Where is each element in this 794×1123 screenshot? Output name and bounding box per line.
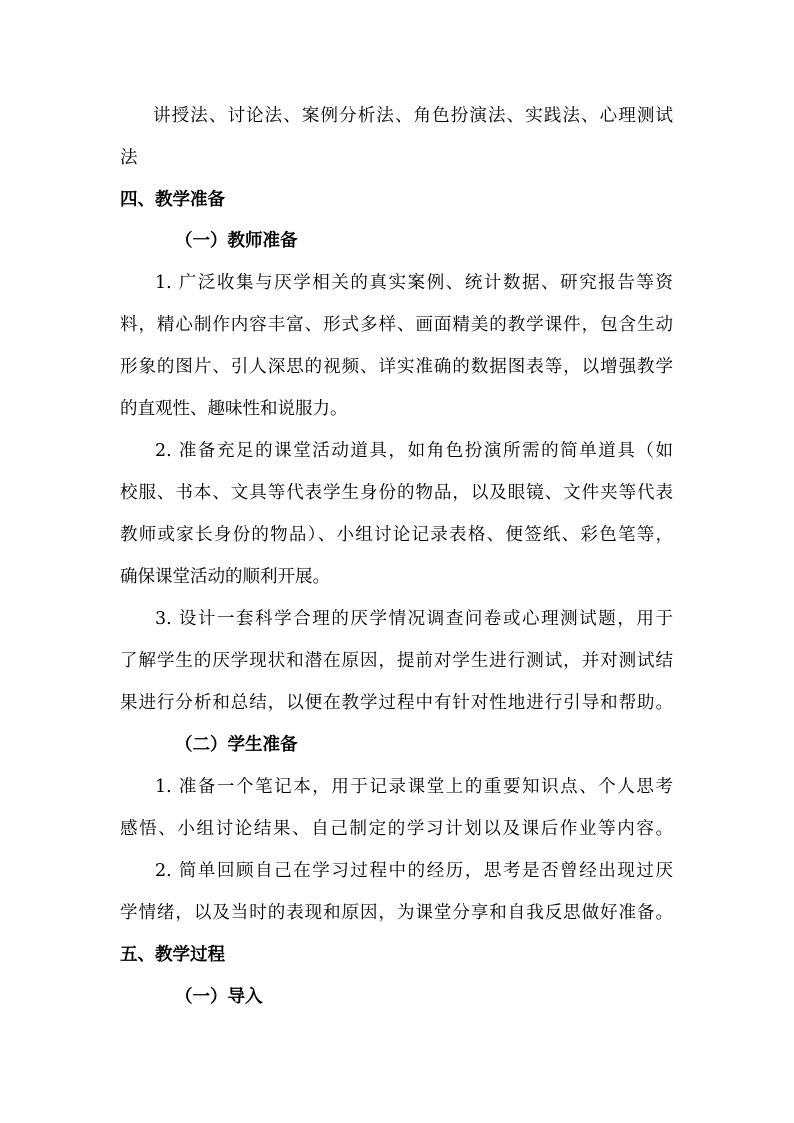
subsection-heading-teacher-preparation: （一）教师准备	[175, 231, 298, 251]
teacher-item-1-line-2: 料，精心制作内容丰富、形式多样、画面精美的教学课件，包含生动	[120, 315, 673, 335]
teacher-item-2-line-3: 教师或家长身份的物品）、小组讨论记录表格、便签纸、彩色笔等，	[120, 525, 673, 545]
teacher-item-3-line-2: 了解学生的厌学现状和潜在原因，提前对学生进行测试，并对测试结	[120, 651, 673, 671]
subsection-heading-student-preparation: （二）学生准备	[175, 735, 298, 755]
teacher-item-1-line-1: 1. 广泛收集与厌学相关的真实案例、统计数据、研究报告等资	[155, 273, 673, 293]
teacher-item-3-line-3: 果进行分析和总结，以便在教学过程中有针对性地进行引导和帮助。	[120, 693, 673, 713]
student-item-2-line-1: 2. 简单回顾自己在学习过程中的经历，思考是否曾经出现过厌	[155, 861, 673, 881]
section-heading-teaching-process: 五、教学过程	[120, 945, 225, 965]
subsection-heading-introduction: （一）导入	[175, 987, 263, 1007]
teacher-item-2-line-1: 2. 准备充足的课堂活动道具，如角色扮演所需的简单道具（如	[155, 441, 673, 461]
section-heading-teaching-preparation: 四、教学准备	[120, 190, 225, 210]
teacher-item-2-line-2: 校服、书本、文具等代表学生身份的物品，以及眼镜、文件夹等代表	[120, 483, 673, 503]
methods-line-2: 法	[120, 148, 138, 168]
teacher-item-1-line-4: 的直观性、趣味性和说服力。	[120, 399, 348, 419]
student-item-2-line-2: 学情绪，以及当时的表现和原因，为课堂分享和自我反思做好准备。	[120, 903, 673, 923]
teacher-item-3-line-1: 3. 设计一套科学合理的厌学情况调查问卷或心理测试题，用于	[155, 609, 673, 629]
student-item-1-line-1: 1. 准备一个笔记本，用于记录课堂上的重要知识点、个人思考	[155, 777, 673, 797]
teacher-item-1-line-3: 形象的图片、引人深思的视频、详实准确的数据图表等，以增强教学	[120, 357, 673, 377]
teacher-item-2-line-4: 确保课堂活动的顺利开展。	[120, 567, 330, 587]
student-item-1-line-2: 感悟、小组讨论结果、自己制定的学习计划以及课后作业等内容。	[120, 819, 673, 839]
methods-line-1: 讲授法、讨论法、案例分析法、角色扮演法、实践法、心理测试	[153, 106, 673, 126]
